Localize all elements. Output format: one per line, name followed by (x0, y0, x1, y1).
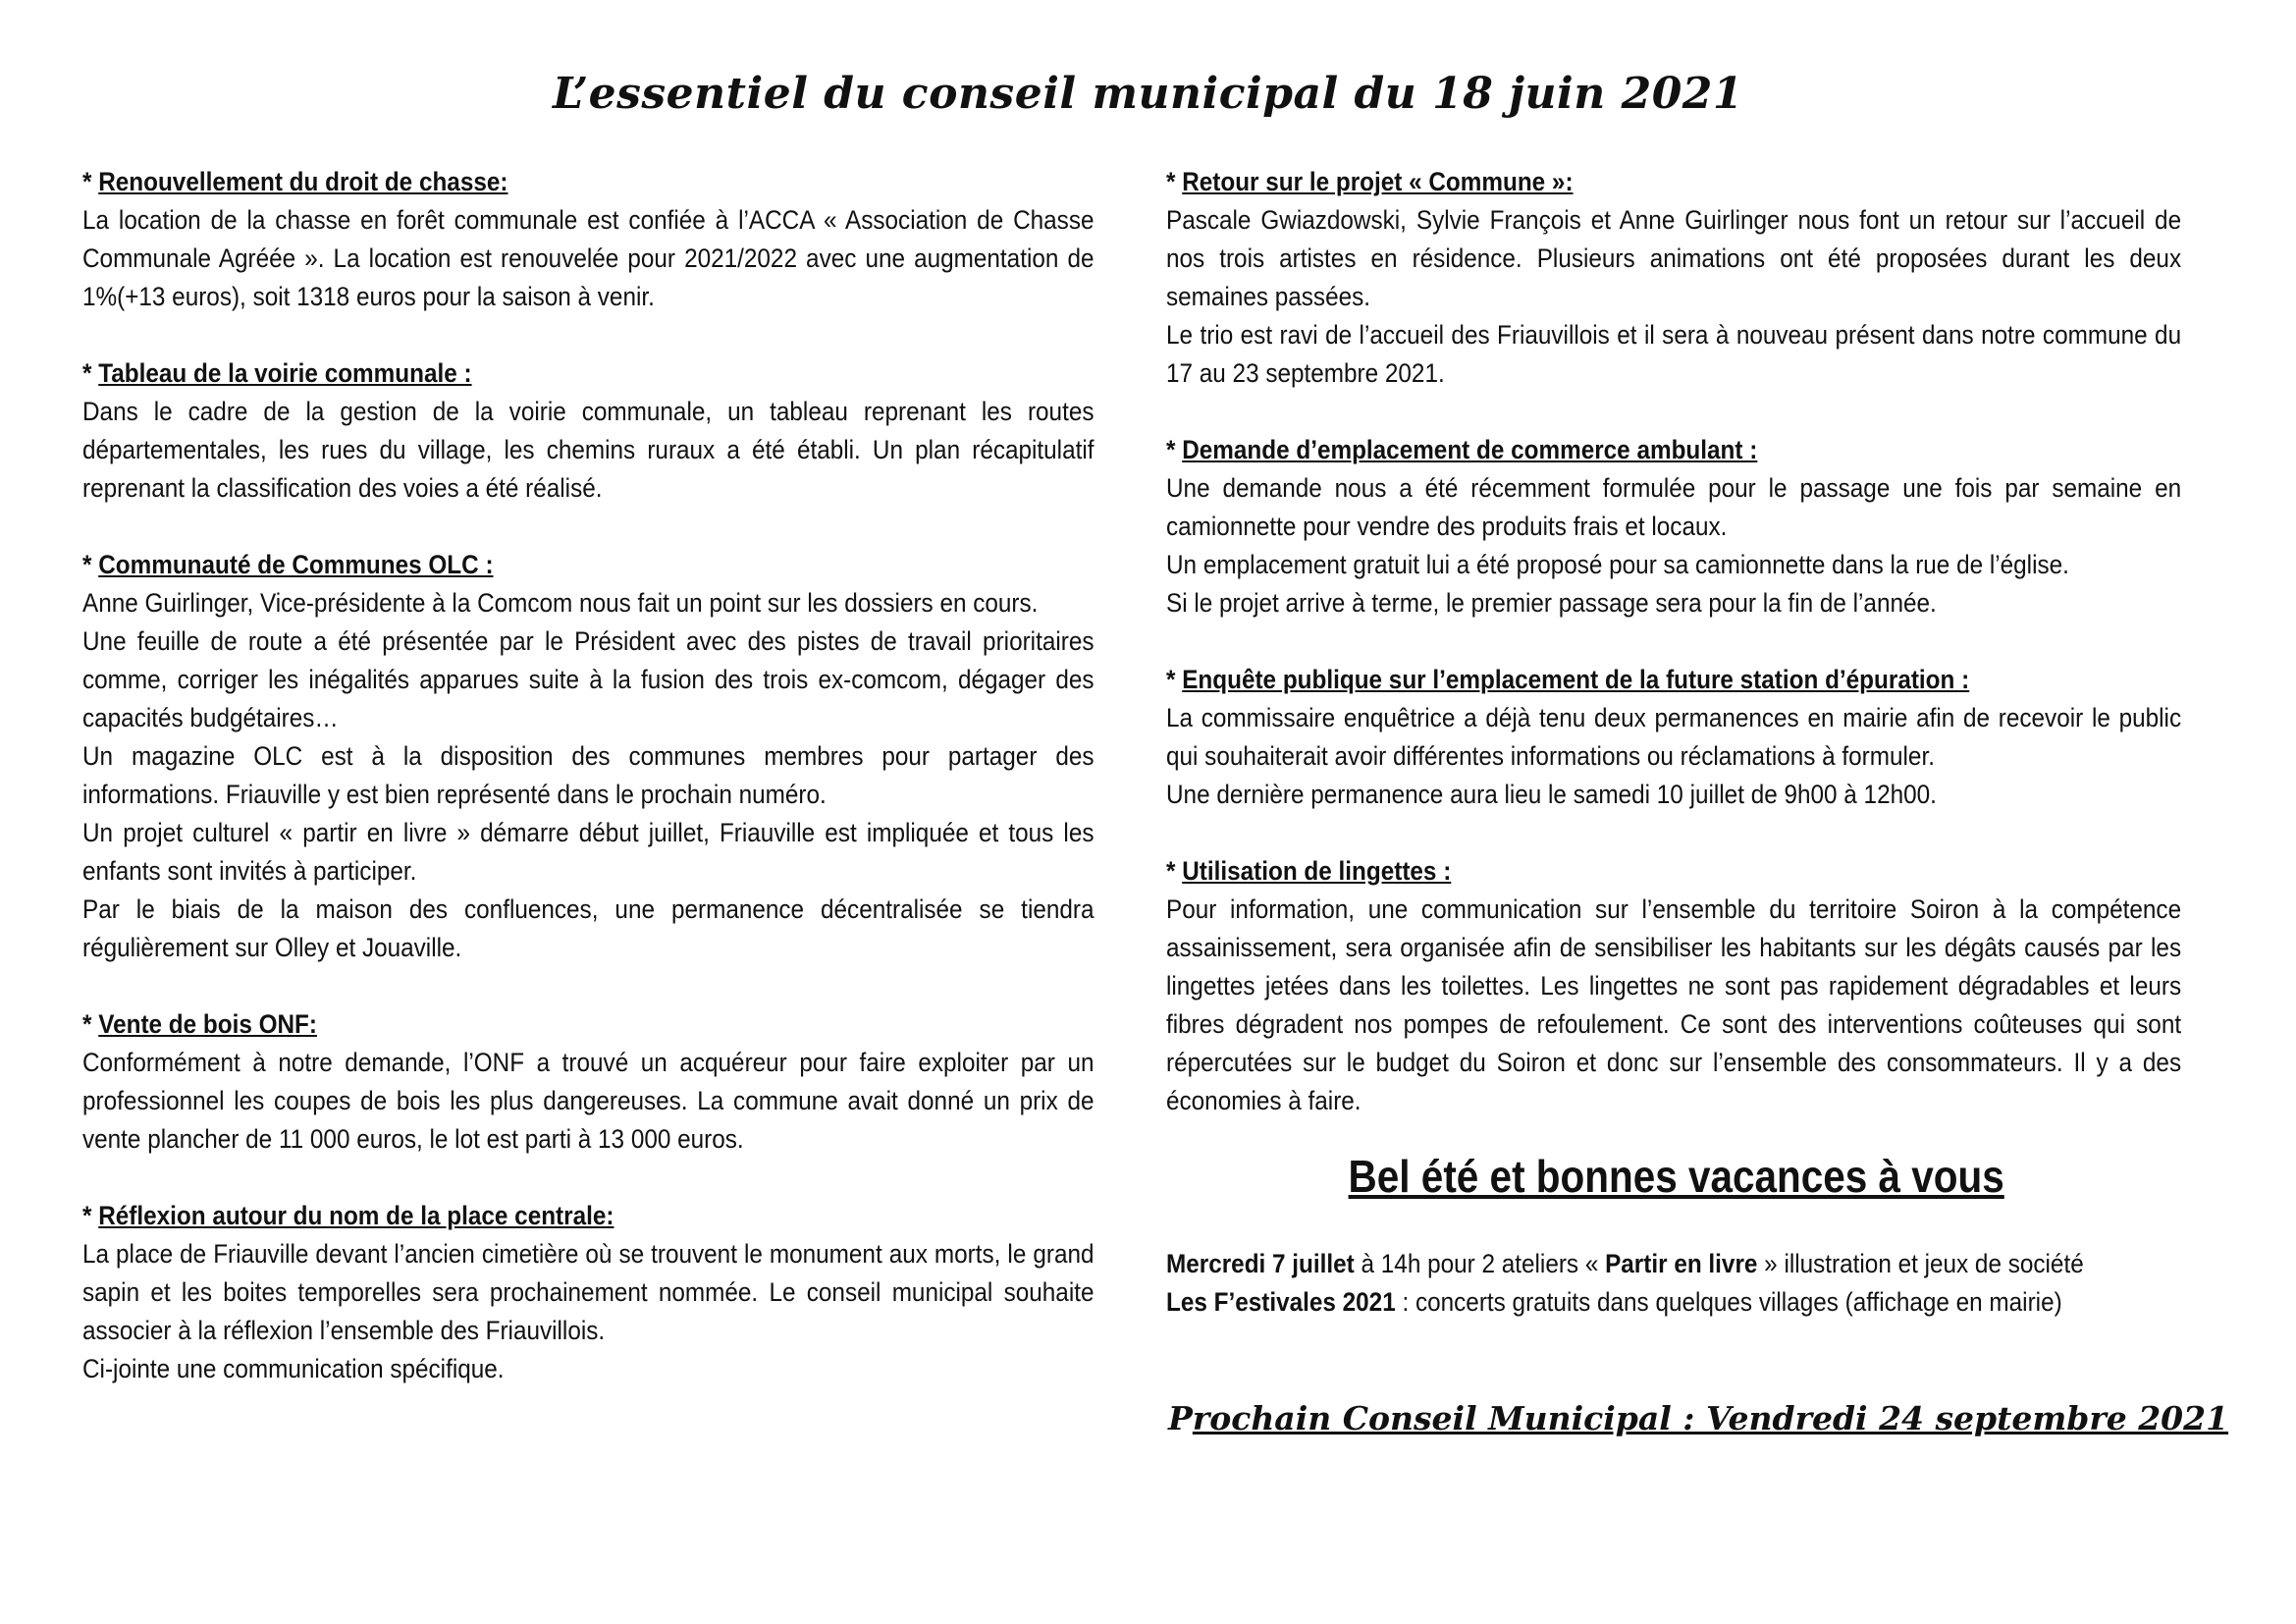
section (82, 1197, 1095, 1388)
bullet-star: * (82, 358, 99, 388)
bullet-star: * (1166, 665, 1183, 694)
section-heading (1166, 852, 2181, 891)
section-paragraph: Conformément à notre demande, l’ONF a trouvé un acquéreur pour faire exploiter par un professionnel les coupes de bois les plus dangereuses. La commune avait donné un prix de vente plancher de 11 000 euros, le lot est parti à 13 000 euros. (82, 1048, 1095, 1154)
section-paragraph: Une dernière permanence aura lieu le samedi 10 juillet de 9h00 à 12h00. (1166, 780, 1937, 809)
section (1166, 163, 2181, 393)
section-heading-text: Enquête publique sur l’emplacement de la future station d’épuration : (1182, 665, 1970, 694)
section-paragraph: La place de Friauville devant l’ancien cimetière où se trouvent le monument aux morts, le grand sapin et les boites temporelles sera prochainement nommée. Le conseil municipal souhaite associer à la réflexion l’ensemble des Friauvillois. (82, 1239, 1095, 1345)
event-name: Les F’estivales 2021 (1166, 1287, 1396, 1317)
section-paragraph: Un magazine OLC est à la disposition des communes membres pour partager des informations. Friauville y est bien représenté dans le prochain numéro. (82, 741, 1095, 809)
section-heading (82, 1197, 1095, 1235)
section-paragraph: Un projet culturel « partir en livre » démarre début juillet, Friauville est impliquée et tous les enfants sont invités à participer. (82, 818, 1095, 886)
section-heading-text: Demande d’emplacement de commerce ambulant : (1182, 435, 1758, 464)
next-meeting (1168, 1399, 2228, 1437)
section-paragraph: Une demande nous a été récemment formulée pour le passage une fois par semaine en camionnette pour vendre des produits frais et locaux. (1166, 473, 2182, 541)
section-heading (82, 354, 1095, 393)
section-paragraph: Un emplacement gratuit lui a été proposé pour sa camionnette dans la rue de l’église. (1166, 550, 2069, 579)
section-paragraph: Le trio est ravi de l’accueil des Friauvillois et il sera à nouveau présent dans notre commune du 17 au 23 septembre 2021. (1166, 320, 2182, 388)
summer-wishes-text: Bel été et bonnes vacances à vous (1348, 1151, 2005, 1202)
section-heading (82, 163, 1095, 201)
section-heading (82, 546, 1095, 584)
event-text: » illustration et jeux de société (1757, 1249, 2084, 1278)
section-paragraph: Par le biais de la maison des confluences, une permanence décentralisée se tiendra régulièrement sur Olley et Jouaville. (82, 894, 1095, 962)
event-date: Mercredi 7 juillet (1166, 1249, 1355, 1278)
section-paragraph: Pour information, une communication sur l’ensemble du territoire Soiron à la compétence assainissement, sera organisée afin de sensibiliser les habitants sur les dégâts causés par les lingettes jetées dans les toilettes. Les lingettes ne sont pas rapidement dégradables et leurs fibres dégradent nos pompes de refoulement. Ce sont des interventions coûteuses qui sont répercutées sur le budget du Soiron et donc sur l’ensemble des consommateurs. Il y a des économies à faire. (1166, 894, 2182, 1115)
section-heading (82, 1005, 1095, 1044)
section-heading-text: Communauté de Communes OLC : (98, 550, 494, 579)
section-heading-text: Renouvellement du droit de chasse: (98, 167, 508, 196)
section (1166, 661, 2181, 814)
section-heading-text: Retour sur le projet « Commune »: (1182, 167, 1574, 196)
bullet-star: * (1166, 856, 1183, 886)
section-paragraph: Ci-jointe une communication spécifique. (82, 1354, 505, 1383)
event-text: : concerts gratuits dans quelques villages (affichage en mairie) (1395, 1287, 2062, 1317)
section-heading-text: Utilisation de lingettes : (1182, 856, 1452, 886)
bullet-star: * (82, 1201, 99, 1230)
event-text: à 14h pour 2 ateliers « (1354, 1249, 1606, 1278)
bullet-star: * (1166, 435, 1183, 464)
bullet-star: * (82, 167, 99, 196)
section-heading-text: Réflexion autour du nom de la place centrale: (98, 1201, 614, 1230)
events-list (1166, 1245, 2182, 1322)
event-item (1166, 1283, 2182, 1322)
section-paragraph: Dans le cadre de la gestion de la voirie communale, un tableau reprenant les routes départementales, les rues du village, les chemins ruraux a été établi. Un plan récapitulatif reprenant la classification des voies a été réalisé. (82, 397, 1095, 503)
bullet-star: * (82, 1009, 99, 1039)
section (1166, 431, 2181, 623)
bullet-star: * (82, 550, 99, 579)
section (82, 546, 1095, 967)
section-paragraph: La location de la chasse en forêt communale est confiée à l’ACCA « Association de Chasse Communale Agréée ». La location est renouvelée pour 2021/2022 avec une augmentation de 1%(+13 euros), soit 1318 euros pour la saison à venir. (82, 205, 1095, 311)
left-column (82, 163, 1095, 1427)
section (82, 163, 1095, 316)
summer-wishes-heading (1166, 1149, 2187, 1204)
section-paragraph: Anne Guirlinger, Vice-présidente à la Comcom nous fait un point sur les dossiers en cours. (82, 588, 1039, 618)
bullet-star: * (1166, 167, 1183, 196)
next-meeting-initial: P (1168, 1399, 1193, 1437)
section (1166, 852, 2181, 1120)
next-meeting-text: rochain Conseil Municipal : Vendredi 24 septembre 2021 (1192, 1399, 2229, 1437)
section-heading-text: Tableau de la voirie communale : (98, 358, 472, 388)
section-heading (1166, 661, 2181, 699)
right-column (1166, 163, 2181, 1159)
section-heading-text: Vente de bois ONF: (98, 1009, 318, 1039)
section-paragraph: La commissaire enquêtrice a déjà tenu deux permanences en mairie afin de recevoir le public qui souhaiterait avoir différentes informations ou réclamations à formuler. (1166, 703, 2182, 771)
section-paragraph: Si le projet arrive à terme, le premier passage sera pour la fin de l’année. (1166, 588, 1937, 618)
section (82, 354, 1095, 508)
section-heading (1166, 431, 2181, 469)
section-paragraph: Pascale Gwiazdowski, Sylvie François et Anne Guirlinger nous font un retour sur l’accueil de nos trois artistes en résidence. Plusieurs animations ont été proposées durant les deux semaines passées. (1166, 205, 2182, 311)
section-heading (1166, 163, 2181, 201)
event-item (1166, 1245, 2182, 1283)
page-title: L’essentiel du conseil municipal du 18 juin 2021 (552, 69, 1744, 119)
section (82, 1005, 1095, 1159)
event-name: Partir en livre (1605, 1249, 1758, 1278)
section-paragraph: Une feuille de route a été présentée par le Président avec des pistes de travail prioritaires comme, corriger les inégalités apparues suite à la fusion des trois ex-comcom, dégager des capacités budgétaires… (82, 626, 1095, 732)
